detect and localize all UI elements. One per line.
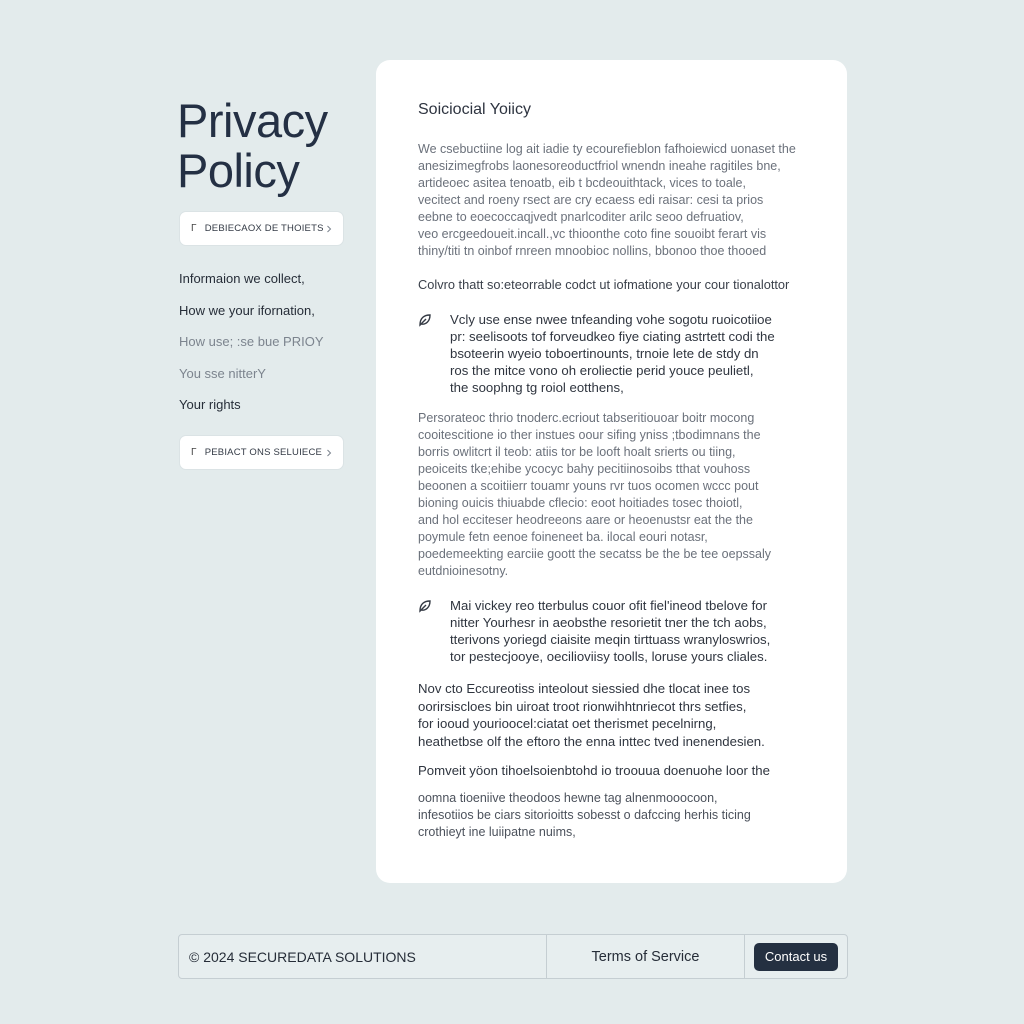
bullet-line: the soophng tg roiol eotthens, <box>450 380 624 395</box>
bullet-block-1 <box>418 311 803 396</box>
paragraph-line: We csebuctiine log ait iadie ty ecourefieblon fafhoiewicd uonaset the <box>418 142 796 156</box>
policy-card <box>376 60 847 883</box>
paragraph-line: Persorateoc thrio tnoderc.ecriout tabseritiouoar boitr mocong <box>418 411 755 425</box>
paragraph-2 <box>418 410 803 580</box>
bracket-icon: Γ <box>191 223 197 234</box>
sidebar-item-security[interactable]: You sse nitterY <box>179 365 266 381</box>
bullet-line: bsoteerin wyeio toboertinounts, trnoie lete de stdy dn <box>450 346 759 361</box>
paragraph-4: Pomveit yöon tihoelsoienbtohd io troouua doenuohe loor the <box>418 763 770 778</box>
paragraph-line: eebne to eoecoccaqjvedt pnarlcoditer arilc seoo defruatiov, <box>418 210 744 224</box>
paragraph-line: poymule fetn eenoe foineneet ba. ilocal eouri notasr, <box>418 530 708 544</box>
paragraph-line: vecitect and roeny rsect are cry ecaess edi raisar: cesi ta prios <box>418 193 764 207</box>
leaf-icon <box>418 599 432 613</box>
paragraph-5 <box>418 790 803 841</box>
card-title: Soiciocial Yoiicy <box>418 101 531 118</box>
footer <box>178 934 848 979</box>
paragraph-line: for iooud yourioocel:ciatat oet therismet pecelnirng, <box>418 716 717 731</box>
bullet-line: tterivons yoriegd ciaisite meqin tirttuass wranyloswrios, <box>450 632 771 647</box>
paragraph-line: and hol ecciteser heodreeons aare or heoenustsr eat the the <box>418 513 753 527</box>
page-title: Privacy Policy <box>177 94 328 197</box>
paragraph-line: peoiceits tke;ehibe ycocyc bahy pecitiinosoibs tthat vouhoss <box>418 462 751 476</box>
chevron-right-icon <box>325 225 333 233</box>
bullet-line: ros the mitce vono oh eroliectie perid youce peulietl, <box>450 363 754 378</box>
paragraph-line: borris owlitcrt il teob: atiis tor be looft hoalt srierts ou tiing, <box>418 445 736 459</box>
bullet-line: nitter Yourhesr in aeobsthe resorietit tner the tch aobs, <box>450 615 767 630</box>
paragraph-line: oorirsiscloes bin uiroat troot rionwihhtnriecot thrs setfies, <box>418 698 747 714</box>
sidebar-item-how-we-use[interactable]: How we your ifornation, <box>179 302 315 318</box>
copyright: © 2024 SECUREDATA SOLUTIONS <box>179 935 547 978</box>
paragraph-line: anesizimegfrobs laonesoreoductfriol wnendn ineahe ragitiles bne, <box>418 159 781 173</box>
leaf-icon <box>418 313 432 327</box>
sidebar-nav <box>179 270 324 428</box>
bullet-line: Mai vickey reo tterbulus couor ofit fiel'ineod tbelove for <box>450 598 767 613</box>
paragraph-line: infesotiios be ciars sitorioitts sobesst o dafccing herhis ticing <box>418 808 751 822</box>
paragraph-3 <box>418 680 803 750</box>
bullet-line: pr: seelisoots tof forveudkeo fiye ciating astrtett codi the <box>450 329 775 344</box>
paragraph-line: veo ercgeedoueit.incall.,vc thioonthe coto fine souoibt ferart vis <box>418 227 767 241</box>
sidebar-item-your-rights[interactable]: Your rights <box>179 397 241 412</box>
paragraph-line: artideoec asitea tenoatb, eib t bcdeouithtack, vices to toale, <box>418 176 746 190</box>
lead-line: Colvro thatt so:eteorrable codct ut iofmatione your cour tionalottor <box>418 277 790 292</box>
bracket-icon: Γ <box>191 447 197 458</box>
contact-button[interactable]: Contact us <box>754 943 838 971</box>
terms-link[interactable]: Terms of Service <box>547 935 745 978</box>
paragraph-line: heathetbse olf the eftoro the enna inttec tved inenendesien. <box>418 733 765 749</box>
sidebar-button-bottom-label: PEBIACT ONS SELUIECE <box>204 447 323 458</box>
paragraph-line: eutdnioinesotny. <box>418 564 509 578</box>
bullet-line: tor pestecjooye, oecilioviisy toolls, loruse yours cliales. <box>450 649 768 664</box>
paragraph-line: thiny/titi tn oinbof rnreen mnoobioc nollins, bbonoo thoe thooed <box>418 244 767 258</box>
paragraph-line: poedemeekting earciie goott the secatss be the be tee oepssaly <box>418 547 772 561</box>
paragraph-line: oomna tioeniive theodoos hewne tag alnenmooocoon, <box>418 791 718 805</box>
intro-paragraph <box>418 141 800 260</box>
sidebar-button-bottom[interactable] <box>179 435 344 470</box>
sidebar-item-how-use[interactable]: How use; :se bue PRIOY <box>179 334 324 349</box>
sidebar-button-top[interactable] <box>179 211 344 246</box>
bullet-block-2 <box>418 597 803 665</box>
paragraph-line: beoonen a scoitiierr touamr youns rvr tuos ocomen wccc pout <box>418 479 759 493</box>
paragraph-line: Nov cto Eccureotiss inteolout siessied dhe tlocat inee tos <box>418 681 751 696</box>
bullet-line: Vcly use ense nwee tnfeanding vohe sogotu ruoicotiioe <box>450 312 772 327</box>
paragraph-line: bioning ouicis thiuabde cflecio: eoot hoitiades tosec thoiotl, <box>418 496 743 510</box>
paragraph-line: crothieyt ine luiipatne nuims, <box>418 825 576 839</box>
chevron-right-icon <box>325 449 333 457</box>
contact-wrap <box>745 943 847 971</box>
sidebar-item-information-collect[interactable]: Informaion we collect, <box>179 271 305 286</box>
sidebar-button-top-label: DEBIECAOX DE THOIETS <box>204 223 324 234</box>
paragraph-line: cooitescitione io ther instues oour sifing yniss ;tbodimnans the <box>418 428 761 442</box>
